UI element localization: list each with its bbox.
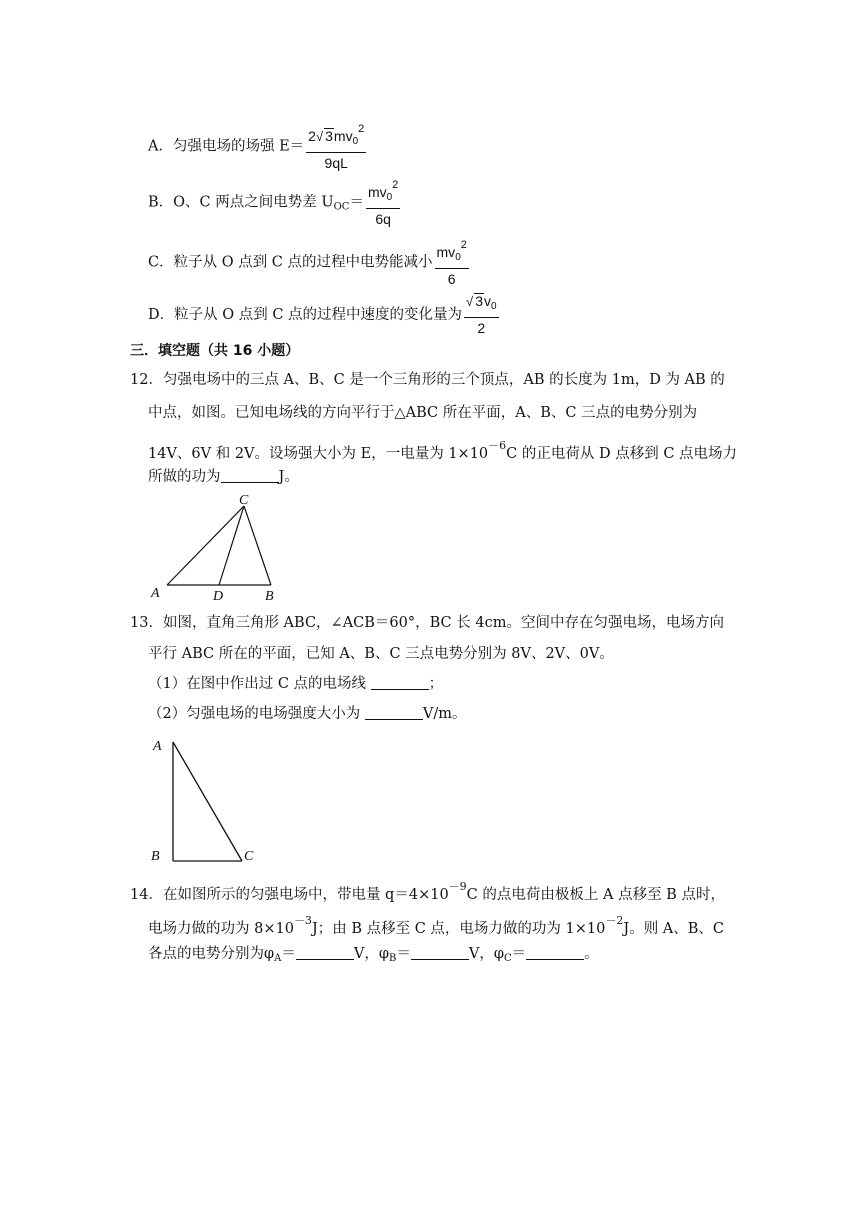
label-a: A (153, 739, 162, 754)
segment-ac (167, 506, 244, 585)
q14-line1-text: 14．在如图所示的匀强电场中，带电量 q＝4×10 (130, 887, 449, 903)
option-c (148, 236, 469, 289)
option-a-text: A．匀强电场的场强 E＝ (148, 138, 305, 155)
triangle-abc-d-figure (145, 490, 295, 605)
den: 2 (477, 320, 486, 336)
label-b: B (151, 849, 160, 864)
option-b-eq: ＝ (349, 194, 364, 211)
unit-v-phi: V，φ (353, 946, 390, 962)
phi-sub-b: B (389, 953, 397, 964)
option-b-text: B．O、C 两点之间电势差 U (148, 194, 334, 211)
den: 9qL (324, 155, 348, 171)
num-sub: 0 (490, 301, 497, 312)
q14-line2 (148, 911, 724, 939)
equals: ＝ (281, 946, 296, 962)
q14-line2-rest: J。则 A、B、C (623, 921, 725, 937)
phi-sub-a: A (274, 953, 282, 964)
q12-unit: J。 (278, 469, 299, 485)
den: 6q (375, 211, 391, 227)
label-c: C (244, 849, 254, 864)
segment-dc (219, 506, 244, 585)
phi-sub-c: C (504, 953, 512, 964)
answer-blank-phi-b[interactable] (411, 945, 469, 960)
segment-ac (173, 742, 242, 861)
unit-v-phi: V，φ (468, 946, 504, 962)
period: 。 (584, 946, 599, 962)
q14-exponent: －9 (448, 880, 467, 893)
num-mv: mv (367, 184, 387, 200)
sqrt-icon: √ (315, 129, 324, 144)
den: 6 (447, 271, 456, 287)
q14-line1 (130, 877, 725, 905)
q12-line4-text: 所做的功为 (148, 469, 221, 485)
option-d-text: D．粒子从 O 点到 C 点的过程中速度的变化量为 (148, 307, 463, 323)
q14-exponent: －3 (293, 914, 312, 927)
q13-part1-end: ； (428, 676, 444, 692)
sqrt-icon: √ (466, 294, 474, 309)
q14-line2-text: 电场力做的功为 8×10 (148, 921, 294, 937)
answer-blank-phi-c[interactable] (526, 945, 584, 960)
num-mv: mv (436, 244, 456, 260)
q13-part1 (148, 674, 443, 694)
q12-line1: 12．匀强电场中的三点 A、B、C 是一个三角形的三个顶点，AB 的长度为 1m，D 为 AB 的 (130, 372, 725, 388)
q12-line2: 中点，如图。已知电场线的方向平行于△ABC 所在平面，A、B、C 三点的电势分别为 (148, 405, 698, 421)
num-mv: mv (333, 128, 353, 144)
answer-blank-phi-a[interactable] (296, 945, 354, 960)
option-a-fraction (306, 120, 366, 173)
option-b-sub: OC (333, 201, 350, 213)
num-sub: 0 (455, 252, 461, 263)
option-b (148, 176, 400, 229)
q14-line2-mid: J；由 B 点移至 C 点，电场力做的功为 1×10 (311, 921, 606, 937)
q12-exponent: －6 (488, 439, 507, 452)
label-c: C (239, 493, 249, 508)
option-a (148, 120, 366, 173)
equals: ＝ (396, 946, 411, 962)
q14-exponent-2: －2 (605, 914, 624, 927)
label-a: A (151, 586, 160, 601)
q12-line3-text: 14V、6V 和 2V。设场强大小为 E，一电量为 1×10 (148, 446, 489, 462)
answer-blank[interactable] (371, 675, 429, 690)
label-b: B (265, 589, 274, 604)
q13-line2: 平行 ABC 所在的平面，已知 A、B、C 三点电势分别为 8V、2V、0V。 (148, 646, 614, 662)
q13-part2-text: （2）匀强电场的电场强度大小为 (148, 706, 365, 722)
num-v: v (483, 293, 491, 309)
num-sub: 0 (352, 136, 359, 147)
equals: ＝ (511, 946, 527, 962)
q12-line3 (148, 436, 737, 464)
q13-part1-text: （1）在图中作出过 C 点的电场线 (148, 676, 371, 692)
option-c-text: C．粒子从 O 点到 C 点的过程中电势能减小 (148, 254, 433, 271)
q13-line1: 13．如图，直角三角形 ABC，∠ACB＝60°，BC 长 4cm。空间中存在匀强电场，电场方向 (130, 615, 724, 631)
segment-bc (244, 506, 271, 585)
option-c-fraction (435, 236, 469, 289)
q14-line3 (148, 944, 599, 969)
right-triangle-abc-figure (145, 730, 275, 870)
q13-part2-unit: V/m。 (422, 706, 467, 722)
num-sup: 2 (392, 179, 399, 191)
label-d: D (213, 589, 224, 604)
option-d (148, 292, 499, 338)
num-coef: 2 (308, 128, 316, 144)
sqrt-content: 3 (325, 128, 333, 144)
q12-line4 (148, 467, 299, 487)
q13-part2 (148, 704, 466, 724)
option-b-fraction (366, 176, 400, 229)
q12-line3-rest: C 的正电荷从 D 点移到 C 点电场力 (506, 446, 738, 462)
answer-blank[interactable] (221, 468, 279, 483)
num-sub: 0 (386, 192, 393, 203)
section-title: 三．填空题（共 16 小题） (130, 343, 300, 359)
sqrt-content: 3 (475, 293, 483, 309)
option-d-fraction (464, 292, 499, 338)
q14-line1-rest: C 的点电荷由极板上 A 点移至 B 点时， (466, 887, 725, 903)
num-sup: 2 (460, 239, 467, 251)
q14-line3-text: 各点的电势分别为φ (148, 946, 275, 962)
num-sup: 2 (358, 123, 365, 135)
answer-blank[interactable] (365, 705, 423, 720)
